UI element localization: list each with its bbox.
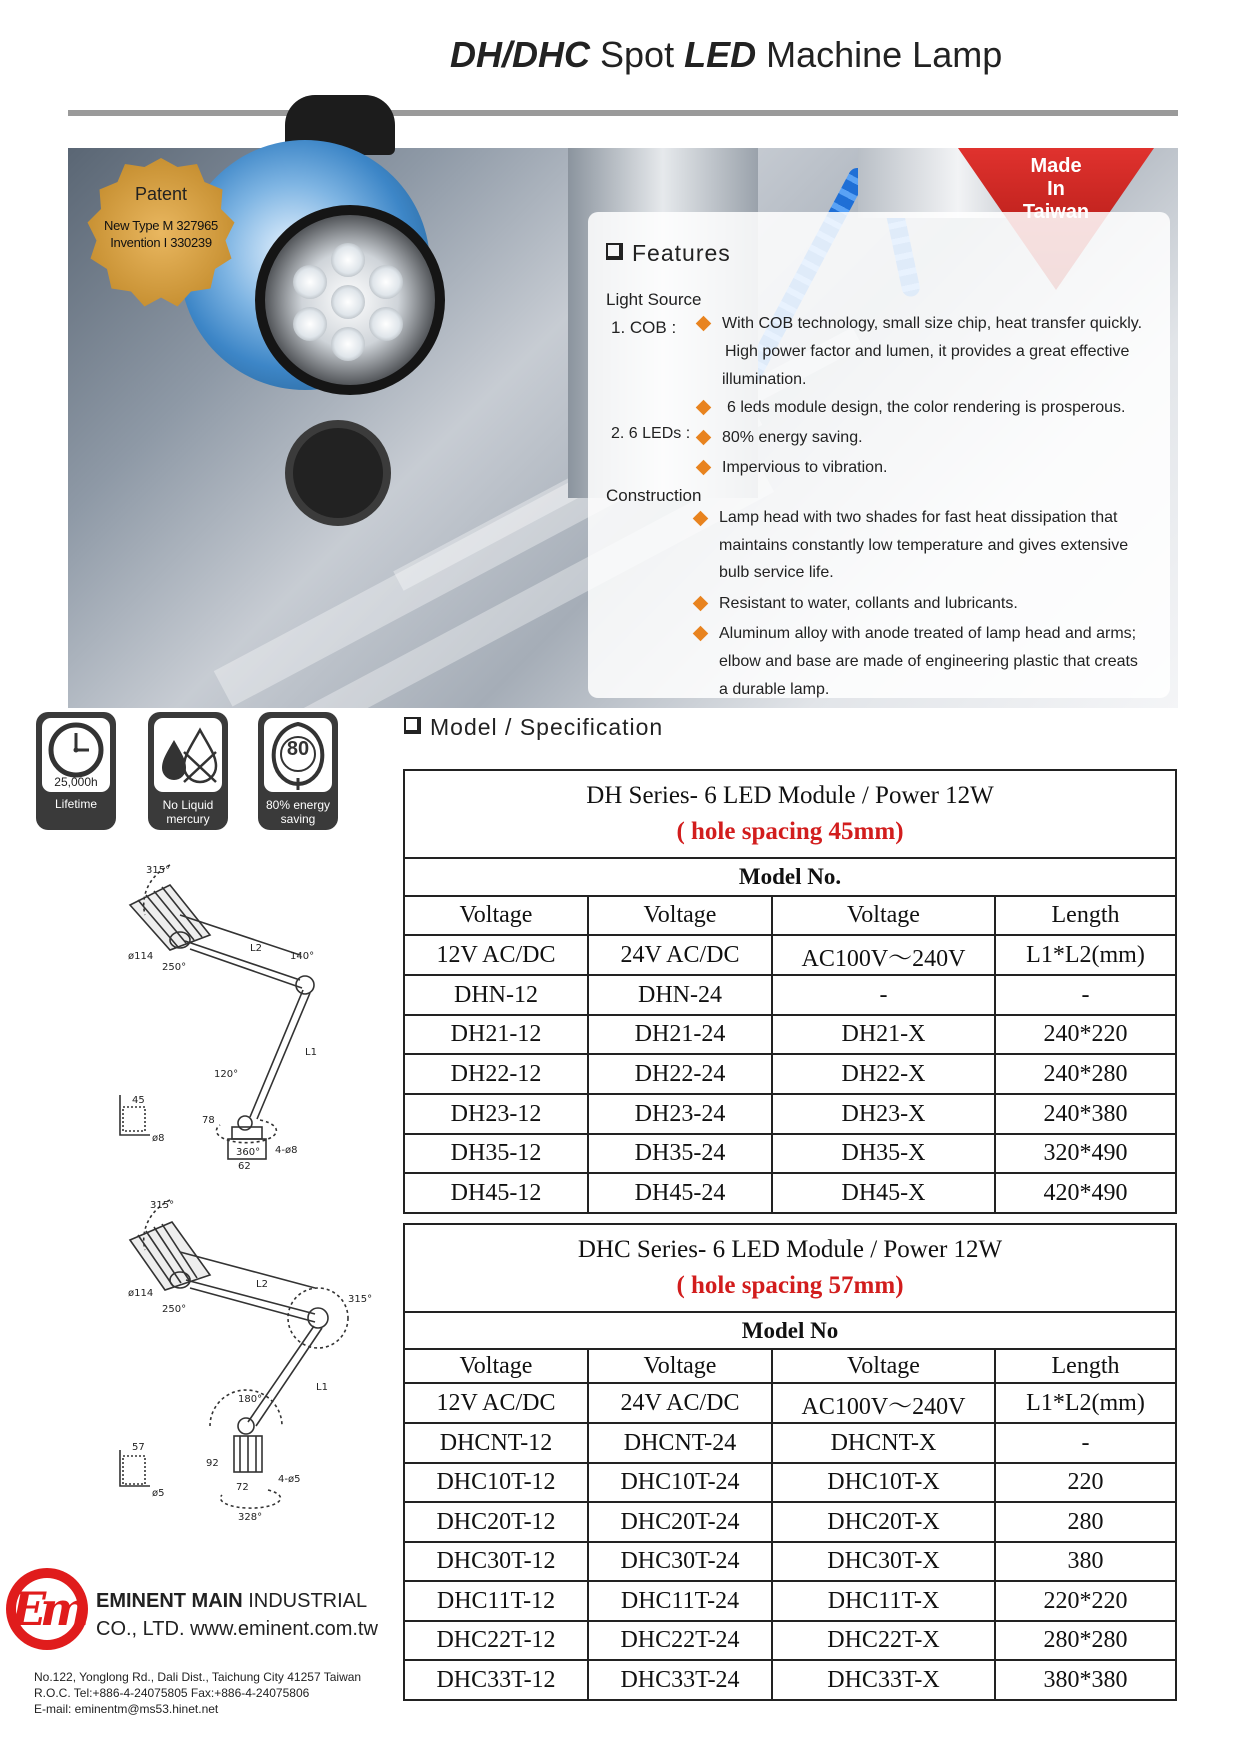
table-row [404, 1463, 1176, 1502]
drawing-label: ø114 [128, 951, 154, 962]
square-bullet-icon [606, 243, 623, 260]
drawing-label: L1 [305, 1047, 317, 1058]
drawing-label: L2 [250, 943, 262, 954]
energy-line1: 80% energy [265, 798, 331, 812]
table-cell: DH22-X [772, 1054, 995, 1094]
table-cell: DHC22T-24 [588, 1621, 772, 1660]
table-cell: DH21-X [772, 1015, 995, 1054]
table-cell: 240*220 [995, 1015, 1176, 1054]
dh-technical-drawing [110, 855, 370, 1175]
dhc-model-label: Model No [404, 1312, 1176, 1349]
feature-line: Resistant to water, collants and lubricants. [719, 595, 1018, 612]
lamp-joint [285, 420, 391, 526]
drawing-label: 72 [236, 1482, 249, 1493]
table-cell: DH21-24 [588, 1015, 772, 1054]
table-cell: DHCNT-12 [404, 1423, 588, 1463]
light-source-label: Light Source [606, 290, 702, 309]
drawing-label: 315° [150, 1200, 175, 1211]
drawing-label: 92 [206, 1458, 219, 1469]
company-line2: CO., LTD. www.eminent.com.tw [96, 1618, 378, 1640]
table-cell: DHC33T-12 [404, 1660, 588, 1700]
dhc-series-table [403, 1223, 1177, 1701]
drawing-label: 328° [238, 1512, 263, 1523]
dhc-head-voltage: Voltage [404, 1349, 588, 1383]
drawing-label: 140° [290, 951, 315, 962]
lifetime-badge [36, 712, 116, 830]
table-cell: DHC22T-12 [404, 1621, 588, 1660]
water-drop-icon [154, 718, 222, 792]
table-cell: DHC20T-X [772, 1502, 995, 1542]
patent-line1: New Type M 327965 [104, 218, 218, 233]
table-cell: DH45-X [772, 1173, 995, 1213]
no-mercury-line1: No Liquid [162, 798, 214, 812]
drawing-label: 78 [202, 1115, 215, 1126]
lifetime-hours: 25,000h [54, 775, 98, 789]
drawing-label: 45 [132, 1095, 145, 1106]
table-row [404, 1054, 1176, 1094]
dh-head2: L1*L2(mm) [995, 935, 1176, 975]
table-cell: 280*280 [995, 1621, 1176, 1660]
feature-line: Lamp head with two shades for fast heat dissipation that [719, 509, 1118, 526]
dhc-head-voltage: Voltage [588, 1349, 772, 1383]
feature-line: High power factor and lumen, it provides a great effective [725, 343, 1130, 360]
table-row [404, 1621, 1176, 1660]
table-cell: - [995, 1423, 1176, 1463]
table-cell: DHC30T-X [772, 1542, 995, 1581]
title-divider [68, 110, 1178, 116]
drawing-label: L1 [316, 1382, 328, 1393]
table-cell: DHN-12 [404, 975, 588, 1015]
table-cell: 220 [995, 1463, 1176, 1502]
patent-title: Patent [134, 184, 188, 204]
dhc-head2: AC100V～240V [772, 1383, 995, 1423]
feature-line: illumination. [722, 371, 807, 388]
no-mercury-line2: mercury [166, 812, 210, 826]
drawing-label: 315° [348, 1294, 373, 1305]
dh-table-title: DH Series- 6 LED Module / Power 12W ( hole spacing 45mm) [404, 770, 1176, 858]
table-cell: DH22-12 [404, 1054, 588, 1094]
table-cell: DHC11T-X [772, 1581, 995, 1621]
table-row [404, 1094, 1176, 1134]
feature-line: Aluminum alloy with anode treated of lamp head and arms; [719, 625, 1137, 642]
table-cell: DHC10T-24 [588, 1463, 772, 1502]
table-cell: DHCNT-X [772, 1423, 995, 1463]
table-cell: 380*380 [995, 1660, 1176, 1700]
dh-model-label: Model No. [404, 858, 1176, 896]
spec-title: Model / Specification [404, 714, 663, 741]
feature-line: elbow and base are made of engineering plastic that creats [719, 653, 1138, 670]
feature-line: maintains constantly low temperature and gives extensive [719, 537, 1129, 554]
dhc-head2: L1*L2(mm) [995, 1383, 1176, 1423]
table-row [404, 1173, 1176, 1213]
company-name: EMINENT MAIN INDUSTRIAL [96, 1590, 368, 1612]
table-cell: DHC20T-12 [404, 1502, 588, 1542]
table-cell: 380 [995, 1542, 1176, 1581]
dhc-head-length: Length [995, 1349, 1176, 1383]
page-title: DH/DHC Spot LED Machine Lamp [450, 34, 1003, 75]
table-cell: DH21-12 [404, 1015, 588, 1054]
feature-line: Impervious to vibration. [722, 459, 888, 476]
dh-head2: 12V AC/DC [404, 935, 588, 975]
table-row [404, 1423, 1176, 1463]
drawing-label: 4-ø8 [275, 1145, 298, 1156]
construction-label: Construction [606, 486, 702, 505]
table-cell: DHCNT-24 [588, 1423, 772, 1463]
table-cell: DH45-24 [588, 1173, 772, 1213]
table-cell: DH23-12 [404, 1094, 588, 1134]
energy-line2: saving [280, 812, 316, 826]
drawing-label: ø5 [152, 1488, 165, 1499]
table-cell: DHN-24 [588, 975, 772, 1015]
table-cell: 420*490 [995, 1173, 1176, 1213]
drawing-label: 62 [238, 1161, 251, 1172]
table-cell: DHC11T-24 [588, 1581, 772, 1621]
dh-head-voltage: Voltage [404, 896, 588, 935]
features-title: Features [606, 240, 731, 267]
company-email: E-mail: eminentm@ms53.hinet.net [34, 1702, 219, 1716]
table-cell: DHC10T-X [772, 1463, 995, 1502]
table-cell: DHC22T-X [772, 1621, 995, 1660]
table-row [404, 1660, 1176, 1700]
table-cell: DHC30T-12 [404, 1542, 588, 1581]
table-row [404, 1134, 1176, 1173]
table-cell: DH22-24 [588, 1054, 772, 1094]
table-cell: - [995, 975, 1176, 1015]
drawing-label: ø114 [128, 1288, 154, 1299]
table-cell: DH23-24 [588, 1094, 772, 1134]
cob-label: 1. COB : [611, 318, 677, 337]
no-mercury-badge [148, 712, 228, 830]
table-cell: 220*220 [995, 1581, 1176, 1621]
dh-head-voltage: Voltage [588, 896, 772, 935]
dh-head-length: Length [995, 896, 1176, 935]
drawing-label: 360° [236, 1147, 261, 1158]
dh-series-table [403, 769, 1177, 1214]
table-cell: DHC33T-X [772, 1660, 995, 1700]
table-row [404, 1502, 1176, 1542]
drawing-label: L2 [256, 1279, 268, 1290]
feature-line: 80% energy saving. [722, 429, 863, 446]
drawing-label: ø8 [152, 1133, 165, 1144]
table-row [404, 1015, 1176, 1054]
company-address: No.122, Yonglong Rd., Dali Dist., Taichung City 41257 Taiwan [34, 1670, 362, 1684]
table-cell: DHC30T-24 [588, 1542, 772, 1581]
energy-80-text: 80 [286, 738, 310, 760]
company-phone: R.O.C. Tel:+886-4-24075805 Fax:+886-4-24075806 [34, 1686, 310, 1700]
drawing-label: 315° [146, 865, 171, 876]
table-cell: DH45-12 [404, 1173, 588, 1213]
dh-head-voltage: Voltage [772, 896, 995, 935]
table-cell: DH23-X [772, 1094, 995, 1134]
company-logo-text: Em [11, 1582, 83, 1636]
dhc-head-voltage: Voltage [772, 1349, 995, 1383]
lifetime-label: Lifetime [54, 797, 98, 811]
made-in-taiwan-text: Made In [1030, 155, 1082, 200]
table-cell: DHC33T-24 [588, 1660, 772, 1700]
drawing-label: 250° [162, 1304, 187, 1315]
website-link[interactable]: www.eminent.com.tw [190, 1618, 378, 1640]
square-bullet-icon [404, 717, 421, 734]
drawing-label: 180° [238, 1394, 263, 1405]
table-row [404, 975, 1176, 1015]
table-cell: - [772, 975, 995, 1015]
feature-line: 6 leds module design, the color rendering is prosperous. [727, 399, 1126, 416]
dhc-technical-drawing [110, 1190, 390, 1530]
table-cell: DH35-X [772, 1134, 995, 1173]
lamp-lens [255, 205, 445, 395]
table-cell: DH35-24 [588, 1134, 772, 1173]
table-cell: 320*490 [995, 1134, 1176, 1173]
drawing-label: 250° [162, 962, 187, 973]
table-cell: DHC20T-24 [588, 1502, 772, 1542]
leds-label: 2. 6 LEDs : [611, 425, 691, 442]
dh-head2: 24V AC/DC [588, 935, 772, 975]
drawing-label: 4-ø5 [278, 1474, 301, 1485]
table-cell: 240*380 [995, 1094, 1176, 1134]
dhc-head2: 24V AC/DC [588, 1383, 772, 1423]
table-cell: DH35-12 [404, 1134, 588, 1173]
patent-line2: Invention I 330239 [110, 235, 212, 250]
dhc-head2: 12V AC/DC [404, 1383, 588, 1423]
dhc-table-title: DHC Series- 6 LED Module / Power 12W ( hole spacing 57mm) [404, 1224, 1176, 1312]
table-cell: DHC11T-12 [404, 1581, 588, 1621]
table-cell: 240*280 [995, 1054, 1176, 1094]
table-row [404, 1581, 1176, 1621]
feature-line: bulb service life. [719, 564, 834, 581]
drawing-label: 57 [132, 1442, 145, 1453]
drawing-label: 120° [214, 1069, 239, 1080]
dh-head2: AC100V～240V [772, 935, 995, 975]
feature-line: With COB technology, small size chip, heat transfer quickly. [722, 315, 1143, 332]
feature-line: a durable lamp. [719, 681, 830, 698]
table-row [404, 1542, 1176, 1581]
table-cell: 280 [995, 1502, 1176, 1542]
energy-saving-badge [258, 712, 338, 830]
table-cell: DHC10T-12 [404, 1463, 588, 1502]
